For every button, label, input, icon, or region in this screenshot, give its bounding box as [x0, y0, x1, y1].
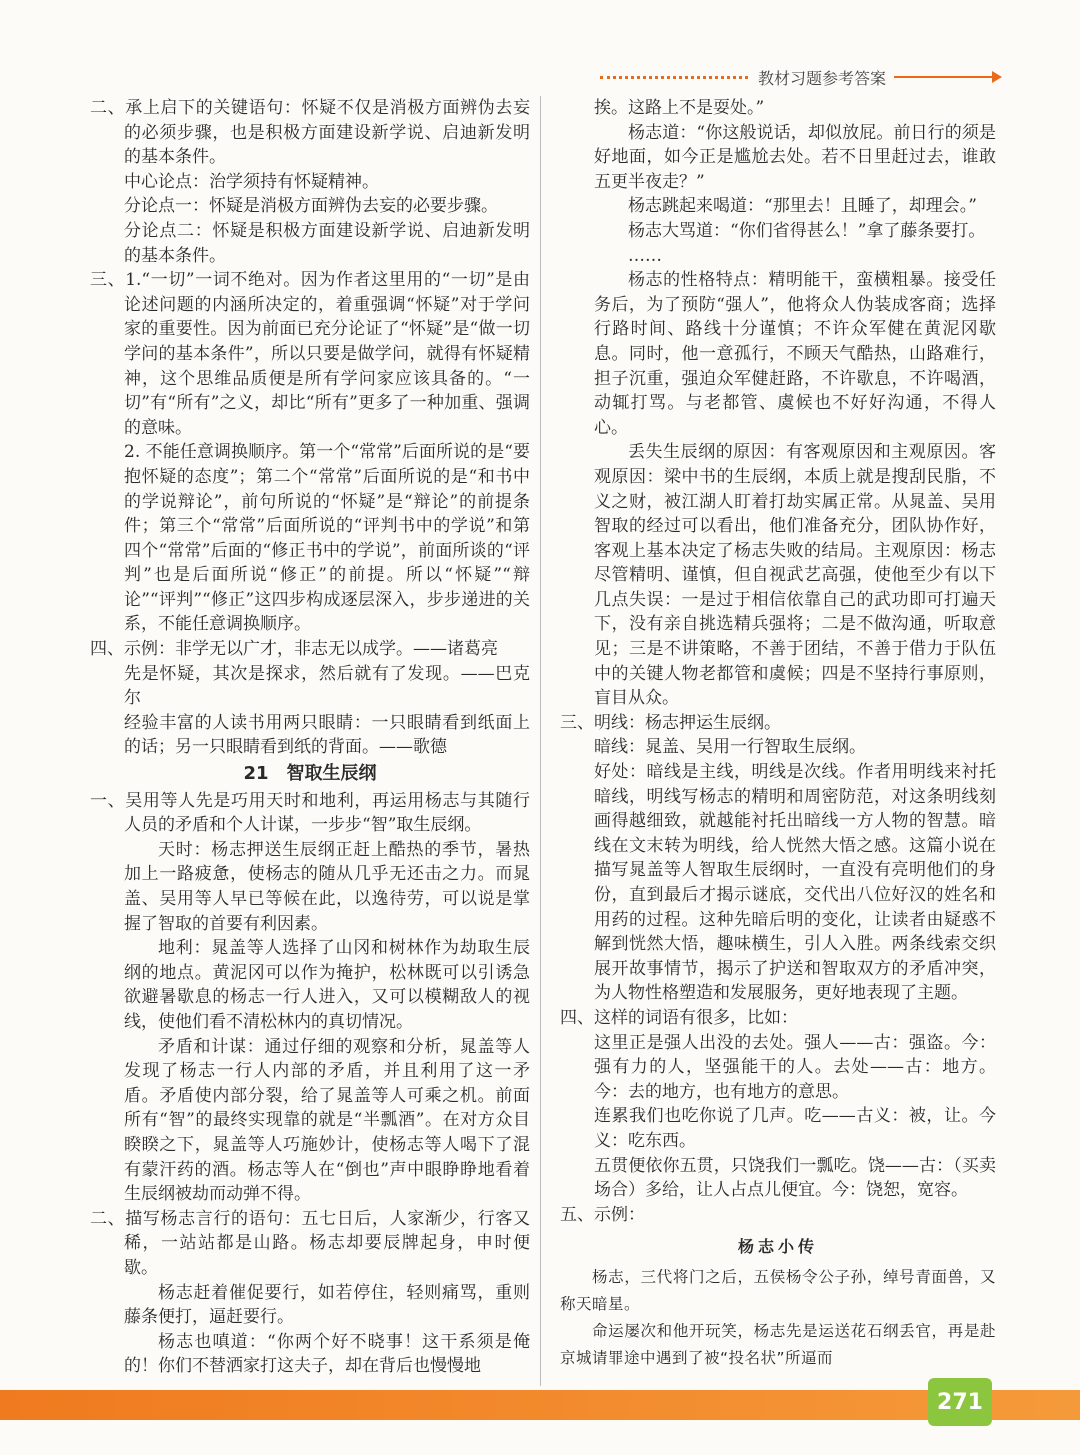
- character-traits: 杨志的性格特点：精明能干，蛮横粗暴。接受任务后，为了预防“强人”，他将众人伪装成客商；选择行路时间、路线十分谨慎；不许众军健在黄泥冈歇息。同时，他一意孤行，不顾天气酷热，山路难行，担子沉重，强迫众军健赶路，不许歇息，不许喝酒，动辄打骂。与老都管、虞候也不好好沟通，不得人心。: [594, 270, 996, 438]
- answer-3-1: 三、1.“一切”一词不绝对。因为作者这里用的“一切”是由论述问题的内涵所决定的，着重强调“怀疑”对于学问家的重要性。因为前面已充分论证了“怀疑”是“做一切学问的基本条件”，所以只要是做学问，就得有怀疑精神，这个思维品质便是所有学问家应该具备的。“一切”有“所有”之义，却比“所有”更多了一种加重、强调的意味。: [90, 270, 530, 438]
- story-paragraph-2: 命运屡次和他开玩笑，杨志先是运送花石纲丢官，再是赴京城请罪途中遇到了被“投名状”所逼而: [560, 1321, 996, 1367]
- dili-paragraph: 地利：晁盖等人选择了山冈和树林作为劫取生辰纲的地点。黄泥冈可以作为掩护，松林既可以引诱急欲避暑歇息的杨志一行人进入，又可以模糊敌人的视线，使他们看不清松林内的真切情况。: [124, 938, 530, 1032]
- quote-paragraph-1: 杨志赶着催促要行，如若停住，轻则痛骂，重则藤条便打，逼赶要行。: [124, 1282, 530, 1328]
- lesson21-answer-2: 二、描写杨志言行的语句：五七日后，人家渐少，行客又稀，一站站都是山路。杨志却要辰牌起身，申时便歇。: [90, 1208, 530, 1278]
- footer-bar: [0, 1390, 1080, 1420]
- quote-continuation: 挨。这路上不是耍处。”: [594, 98, 765, 118]
- section-title: 21 智取生辰纲: [243, 763, 377, 785]
- ellipsis: ……: [628, 245, 662, 266]
- quote-paragraph-4: 杨志跳起来喝道：“那里去！且睡了，却理会。”: [628, 196, 977, 217]
- column-divider: [540, 96, 541, 1386]
- quote-paragraph-3: 杨志道：“你这般说话，却似放屁。前日行的须是好地面，如今正是尴尬去处。若不日里赶过去，谁敢五更半夜走？”: [594, 122, 996, 192]
- loss-reasons: 丢失生辰纲的原因：有客观原因和主观原因。客观原因：梁中书的生辰纲，本质上就是搜刮民脂，不义之财，被江湖人盯着打劫实属正常。从晁盖、吴用智取的经过可以看出，他们准备充分，团队协作好，客观上基本决定了杨志失败的结局。主观原因：杨志尽管精明、谨慎，但自视武艺高强，使他至少有以下几点失误：一是过于相信依靠自己的武功即可打遍天下，没有亲自挑选精兵强将；二是不做沟通，听取意见；三是不讲策略，不善于团结，不善于借力于队伍中的关键人物老都管和虞候；四是不坚持行事原则，盲目从众。: [594, 442, 996, 709]
- quote-bacon: 先是怀疑，其次是探求，然后就有了发现。——巴克尔: [124, 663, 530, 709]
- quote-paragraph-2: 杨志也嗔道：“你两个好不晓事！这干系须是俺的！你们不替洒家打这夫子，却在背后也慢慢地: [124, 1331, 530, 1377]
- left-column: [90, 96, 530, 1379]
- page-header: [600, 64, 1000, 90]
- word-example-1: 这里正是强人出没的去处。强人——古：强盗。今：强有力的人，坚强能干的人。去处——古：地方。今：去的地方，也有地方的意思。: [594, 1032, 996, 1102]
- answer-4: 四、示例：非学无以广才，非志无以成学。——诸葛亮: [90, 639, 498, 660]
- sub-argument-2: 分论点二：怀疑是积极方面建设新学说、启迪新发明的基本条件。: [124, 220, 530, 266]
- benefit-paragraph: 好处：暗线是主线，明线是次线。作者用明线来衬托暗线，明线写杨志的精明和周密防范，对这条明线刻画得越细致，就越能衬托出暗线一方人物的智慧。暗线在文末转为明线，给人恍然大悟之感。这篇小说在描写晁盖等人智取生辰纲时，一直没有亮明他们的身份，直到最后才揭示谜底，交代出八位好汉的姓名和用药的过程。这种先暗后明的变化，让读者由疑惑不解到恍然大悟，趣味横生，引人入胜。两条线索交织展开故事情节，揭示了护送和智取双方的矛盾冲突，为人物性格塑造和发展服务，更好地表现了主题。: [594, 762, 996, 1004]
- sub-argument-1: 分论点一：怀疑是消极方面辨伪去妄的必要步骤。: [124, 196, 498, 217]
- word-example-3: 五贯便依你五贯，只饶我们一瓢吃。饶——古：（买卖场合）多给，让人占点儿便宜。今：饶恕，宽容。: [594, 1155, 996, 1201]
- story-paragraph-1: 杨志，三代将门之后，五侯杨令公子孙，绰号青面兽，又称天暗星。: [560, 1267, 996, 1313]
- header-dotted-line: [600, 76, 748, 79]
- answer-2: 二、承上启下的关键语句：怀疑不仅是消极方面辨伪去妄的必须步骤，也是积极方面建设新学说、启迪新发明的基本条件。: [90, 98, 530, 168]
- answer-3-2: 2. 不能任意调换顺序。第一个“常常”后面所说的是“要抱怀疑的态度”；第二个“常常”后面所说的是“和书中的学说辩论”，前句所说的“怀疑”是“辩论”的前提条件；第三个“常常”后面所说的“评判书中的学说”和第四个“常常”后面的“修正书中的学说”，前面所谈的“评判”也是后面所说“修正”的前提。所以“怀疑”“辩论”“评判”“修正”这四步构成逐层深入，步步递进的关系，不能任意调换顺序。: [124, 442, 530, 635]
- dark-line: 暗线：晁盖、吴用一行智取生辰纲。: [594, 737, 866, 758]
- central-argument: 中心论点：治学须持有怀疑精神。: [124, 171, 379, 192]
- word-example-2: 连累我们也吃你说了几声。吃——古义：被，让。今义：吃东西。: [594, 1106, 996, 1151]
- right-column: [560, 96, 996, 1372]
- lesson21-answer-4: 四、这样的词语有很多，比如：: [560, 1007, 798, 1028]
- header-arrow-icon: [894, 76, 1000, 78]
- quote-goethe: 经验丰富的人读书用两只眼睛：一只眼睛看到纸面上的话；另一只眼睛看到纸的背面。——歌德: [124, 712, 530, 758]
- header-title: 教材习题参考答案: [758, 68, 887, 88]
- lesson21-answer-5: 五、示例：: [560, 1204, 645, 1225]
- maodun-paragraph: 矛盾和计谋：通过仔细的观察和分析，晁盖等人发现了杨志一行人内部的矛盾，并且利用了这一矛盾。矛盾使内部分裂，给了晁盖等人可乘之机。前面所有“智”的最终实现靠的就是“半瓢酒”。在对方众目睽睽之下，晁盖等人巧施妙计，使杨志等人喝下了混有蒙汗药的酒。杨志等人在“倒也”声中眼睁睁地看着生辰纲被劫而动弹不得。: [124, 1036, 530, 1205]
- story-title: 杨志小传: [737, 1237, 818, 1257]
- quote-paragraph-5: 杨志大骂道：“你们省得甚么！”拿了藤条要打。: [628, 220, 986, 241]
- tianshi-paragraph: 天时：杨志押送生辰纲正赶上酷热的季节，暑热加上一路疲惫，使杨志的随从几乎无还击之力。而晁盖、吴用等人早已等候在此，以逸待劳，可以说是掌握了智取的首要有利因素。: [124, 839, 530, 934]
- lesson21-answer-3: 三、明线：杨志押运生辰纲。: [560, 712, 781, 733]
- page-number: 271: [928, 1378, 992, 1426]
- lesson21-answer-1: 一、吴用等人先是巧用天时和地利，再运用杨志与其随行人员的矛盾和个人计谋，一步步“智”取生辰纲。: [90, 790, 530, 836]
